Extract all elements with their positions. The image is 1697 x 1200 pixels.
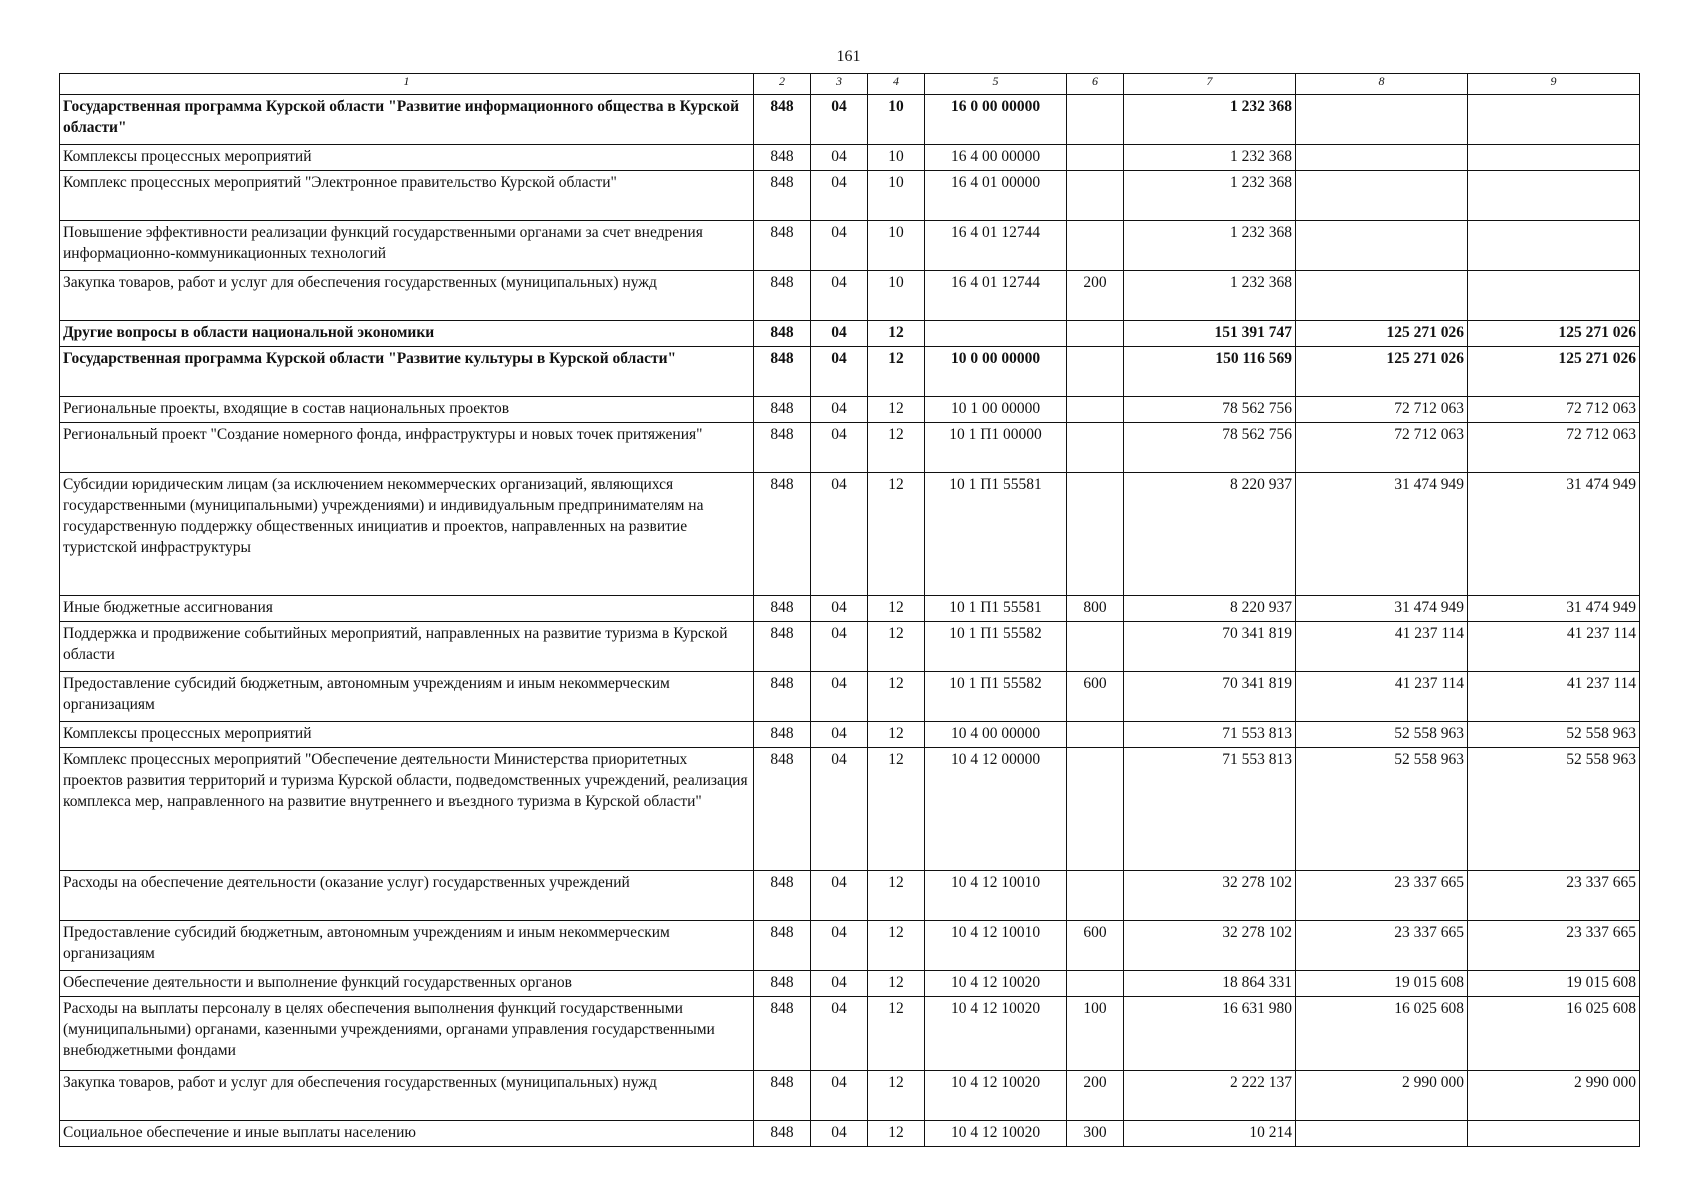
subsection-code-cell: 12 — [868, 397, 925, 423]
amount-cell — [1468, 271, 1640, 321]
column-number: 4 — [868, 74, 925, 95]
target-article-cell: 10 4 12 10010 — [925, 871, 1067, 921]
target-article-cell: 16 4 00 00000 — [925, 145, 1067, 171]
amount-cell — [1296, 171, 1468, 221]
item-name-cell: Другие вопросы в области национальной экономики — [60, 321, 754, 347]
amount-cell: 31 474 949 — [1296, 596, 1468, 622]
amount-cell: 151 391 747 — [1124, 321, 1296, 347]
amount-cell: 23 337 665 — [1468, 921, 1640, 971]
ministry-code-cell: 848 — [754, 871, 811, 921]
item-name-cell: Комплекс процессных мероприятий "Электронное правительство Курской области" — [60, 171, 754, 221]
subsection-code-cell: 10 — [868, 171, 925, 221]
amount-cell: 52 558 963 — [1468, 722, 1640, 748]
amount-cell: 19 015 608 — [1468, 971, 1640, 997]
table-row — [60, 145, 1640, 171]
table-row — [60, 871, 1640, 921]
amount-cell — [1468, 95, 1640, 145]
column-number: 8 — [1296, 74, 1468, 95]
subsection-code-cell: 12 — [868, 321, 925, 347]
table-row — [60, 722, 1640, 748]
ministry-code-cell: 848 — [754, 672, 811, 722]
amount-cell: 41 237 114 — [1468, 622, 1640, 672]
amount-cell — [1296, 1121, 1468, 1147]
subsection-code-cell: 12 — [868, 997, 925, 1071]
section-code-cell: 04 — [811, 622, 868, 672]
column-number: 5 — [925, 74, 1067, 95]
target-article-cell: 10 1 00 00000 — [925, 397, 1067, 423]
amount-cell: 72 712 063 — [1296, 397, 1468, 423]
target-article-cell: 16 4 01 00000 — [925, 171, 1067, 221]
amount-cell: 70 341 819 — [1124, 672, 1296, 722]
expense-type-cell: 200 — [1067, 1071, 1124, 1121]
section-code-cell: 04 — [811, 722, 868, 748]
expense-type-cell — [1067, 347, 1124, 397]
amount-cell: 41 237 114 — [1296, 622, 1468, 672]
ministry-code-cell: 848 — [754, 971, 811, 997]
section-code-cell: 04 — [811, 171, 868, 221]
amount-cell: 72 712 063 — [1296, 423, 1468, 473]
section-code-cell: 04 — [811, 997, 868, 1071]
target-article-cell: 16 0 00 00000 — [925, 95, 1067, 145]
ministry-code-cell: 848 — [754, 145, 811, 171]
table-row — [60, 423, 1640, 473]
table-row — [60, 347, 1640, 397]
expense-type-cell: 800 — [1067, 596, 1124, 622]
target-article-cell: 10 1 П1 55581 — [925, 473, 1067, 596]
column-number: 9 — [1468, 74, 1640, 95]
item-name-cell: Предоставление субсидий бюджетным, автономным учреждениям и иным некоммерческим организациям — [60, 672, 754, 722]
target-article-cell: 10 4 12 00000 — [925, 748, 1067, 871]
ministry-code-cell: 848 — [754, 473, 811, 596]
expense-type-cell: 300 — [1067, 1121, 1124, 1147]
amount-cell: 1 232 368 — [1124, 271, 1296, 321]
amount-cell: 125 271 026 — [1296, 347, 1468, 397]
amount-cell: 150 116 569 — [1124, 347, 1296, 397]
amount-cell: 72 712 063 — [1468, 397, 1640, 423]
section-code-cell: 04 — [811, 321, 868, 347]
amount-cell: 31 474 949 — [1296, 473, 1468, 596]
target-article-cell — [925, 321, 1067, 347]
section-code-cell: 04 — [811, 748, 868, 871]
target-article-cell: 10 1 П1 00000 — [925, 423, 1067, 473]
subsection-code-cell: 12 — [868, 871, 925, 921]
amount-cell — [1296, 271, 1468, 321]
amount-cell: 32 278 102 — [1124, 871, 1296, 921]
table-row — [60, 271, 1640, 321]
section-code-cell: 04 — [811, 871, 868, 921]
table-row — [60, 171, 1640, 221]
column-number: 7 — [1124, 74, 1296, 95]
item-name-cell: Закупка товаров, работ и услуг для обеспечения государственных (муниципальных) нужд — [60, 1071, 754, 1121]
subsection-code-cell: 12 — [868, 921, 925, 971]
expense-type-cell — [1067, 748, 1124, 871]
amount-cell: 16 631 980 — [1124, 997, 1296, 1071]
amount-cell: 1 232 368 — [1124, 145, 1296, 171]
ministry-code-cell: 848 — [754, 997, 811, 1071]
amount-cell: 125 271 026 — [1468, 321, 1640, 347]
section-code-cell: 04 — [811, 271, 868, 321]
expense-type-cell — [1067, 871, 1124, 921]
target-article-cell: 16 4 01 12744 — [925, 221, 1067, 271]
subsection-code-cell: 12 — [868, 423, 925, 473]
ministry-code-cell: 848 — [754, 347, 811, 397]
amount-cell: 78 562 756 — [1124, 397, 1296, 423]
section-code-cell: 04 — [811, 1121, 868, 1147]
target-article-cell: 10 0 00 00000 — [925, 347, 1067, 397]
subsection-code-cell: 10 — [868, 271, 925, 321]
target-article-cell: 10 4 00 00000 — [925, 722, 1067, 748]
item-name-cell: Комплексы процессных мероприятий — [60, 722, 754, 748]
item-name-cell: Обеспечение деятельности и выполнение функций государственных органов — [60, 971, 754, 997]
target-article-cell: 10 4 12 10020 — [925, 1121, 1067, 1147]
target-article-cell: 10 4 12 10020 — [925, 971, 1067, 997]
amount-cell — [1296, 145, 1468, 171]
expense-type-cell — [1067, 171, 1124, 221]
section-code-cell: 04 — [811, 672, 868, 722]
ministry-code-cell: 848 — [754, 722, 811, 748]
amount-cell: 2 222 137 — [1124, 1071, 1296, 1121]
target-article-cell: 16 4 01 12744 — [925, 271, 1067, 321]
amount-cell: 2 990 000 — [1296, 1071, 1468, 1121]
expense-type-cell — [1067, 321, 1124, 347]
target-article-cell: 10 4 12 10010 — [925, 921, 1067, 971]
amount-cell — [1468, 145, 1640, 171]
item-name-cell: Государственная программа Курской области "Развитие культуры в Курской области" — [60, 347, 754, 397]
table-row — [60, 95, 1640, 145]
item-name-cell: Поддержка и продвижение событийных мероприятий, направленных на развитие туризма в Курской области — [60, 622, 754, 672]
amount-cell: 52 558 963 — [1296, 748, 1468, 871]
table-row — [60, 221, 1640, 271]
column-number: 3 — [811, 74, 868, 95]
section-code-cell: 04 — [811, 596, 868, 622]
amount-cell: 23 337 665 — [1296, 871, 1468, 921]
ministry-code-cell: 848 — [754, 1121, 811, 1147]
column-number: 1 — [60, 74, 754, 95]
subsection-code-cell: 10 — [868, 95, 925, 145]
expense-type-cell: 600 — [1067, 672, 1124, 722]
item-name-cell: Иные бюджетные ассигнования — [60, 596, 754, 622]
table-row — [60, 748, 1640, 871]
target-article-cell: 10 1 П1 55582 — [925, 672, 1067, 722]
amount-cell: 10 214 — [1124, 1121, 1296, 1147]
section-code-cell: 04 — [811, 1071, 868, 1121]
amount-cell: 71 553 813 — [1124, 722, 1296, 748]
target-article-cell: 10 1 П1 55581 — [925, 596, 1067, 622]
amount-cell: 41 237 114 — [1468, 672, 1640, 722]
column-number: 6 — [1067, 74, 1124, 95]
table-row — [60, 971, 1640, 997]
expense-type-cell — [1067, 95, 1124, 145]
section-code-cell: 04 — [811, 145, 868, 171]
expense-type-cell: 600 — [1067, 921, 1124, 971]
target-article-cell: 10 4 12 10020 — [925, 997, 1067, 1071]
ministry-code-cell: 848 — [754, 1071, 811, 1121]
table-row — [60, 397, 1640, 423]
target-article-cell: 10 1 П1 55582 — [925, 622, 1067, 672]
column-number-row — [60, 74, 1640, 95]
amount-cell: 16 025 608 — [1468, 997, 1640, 1071]
amount-cell: 23 337 665 — [1468, 871, 1640, 921]
amount-cell — [1296, 95, 1468, 145]
item-name-cell: Социальное обеспечение и иные выплаты населению — [60, 1121, 754, 1147]
ministry-code-cell: 848 — [754, 622, 811, 672]
section-code-cell: 04 — [811, 95, 868, 145]
subsection-code-cell: 12 — [868, 722, 925, 748]
table-row — [60, 622, 1640, 672]
amount-cell: 18 864 331 — [1124, 971, 1296, 997]
table-row — [60, 1071, 1640, 1121]
item-name-cell: Комплекс процессных мероприятий "Обеспечение деятельности Министерства приоритетных проектов развития территорий и туризма Курской области, подведомственных учреждений, реализация комплекса мер, направленного на развитие внутреннего и въездного туризма в Курской области" — [60, 748, 754, 871]
subsection-code-cell: 12 — [868, 622, 925, 672]
item-name-cell: Субсидии юридическим лицам (за исключением некоммерческих организаций, являющихся государственными (муниципальными) учреждениями) и индивидуальным предпринимателям на государственную поддержку общественных инициатив и проектов, направленных на развитие туристской инфраструктуры — [60, 473, 754, 596]
ministry-code-cell: 848 — [754, 221, 811, 271]
amount-cell — [1468, 171, 1640, 221]
expense-type-cell: 100 — [1067, 997, 1124, 1071]
amount-cell — [1468, 221, 1640, 271]
expense-type-cell — [1067, 722, 1124, 748]
ministry-code-cell: 848 — [754, 596, 811, 622]
subsection-code-cell: 10 — [868, 221, 925, 271]
item-name-cell: Комплексы процессных мероприятий — [60, 145, 754, 171]
expense-type-cell — [1067, 971, 1124, 997]
amount-cell: 52 558 963 — [1468, 748, 1640, 871]
table-row — [60, 672, 1640, 722]
section-code-cell: 04 — [811, 921, 868, 971]
amount-cell: 31 474 949 — [1468, 596, 1640, 622]
table-body — [60, 95, 1640, 1147]
amount-cell: 23 337 665 — [1296, 921, 1468, 971]
amount-cell: 8 220 937 — [1124, 473, 1296, 596]
amount-cell: 31 474 949 — [1468, 473, 1640, 596]
table-row — [60, 1121, 1640, 1147]
page-number: 161 — [836, 48, 861, 65]
amount-cell: 52 558 963 — [1296, 722, 1468, 748]
section-code-cell: 04 — [811, 347, 868, 397]
amount-cell: 32 278 102 — [1124, 921, 1296, 971]
table-row — [60, 473, 1640, 596]
ministry-code-cell: 848 — [754, 321, 811, 347]
table-row — [60, 596, 1640, 622]
amount-cell — [1468, 1121, 1640, 1147]
table-row — [60, 997, 1640, 1071]
ministry-code-cell: 848 — [754, 95, 811, 145]
amount-cell: 71 553 813 — [1124, 748, 1296, 871]
section-code-cell: 04 — [811, 423, 868, 473]
amount-cell: 70 341 819 — [1124, 622, 1296, 672]
amount-cell: 78 562 756 — [1124, 423, 1296, 473]
subsection-code-cell: 12 — [868, 1121, 925, 1147]
subsection-code-cell: 12 — [868, 971, 925, 997]
expense-type-cell — [1067, 145, 1124, 171]
subsection-code-cell: 12 — [868, 347, 925, 397]
budget-table — [59, 73, 1640, 1147]
subsection-code-cell: 12 — [868, 596, 925, 622]
subsection-code-cell: 12 — [868, 748, 925, 871]
expense-type-cell — [1067, 423, 1124, 473]
item-name-cell: Предоставление субсидий бюджетным, автономным учреждениям и иным некоммерческим организациям — [60, 921, 754, 971]
amount-cell: 2 990 000 — [1468, 1071, 1640, 1121]
amount-cell: 41 237 114 — [1296, 672, 1468, 722]
subsection-code-cell: 12 — [868, 672, 925, 722]
ministry-code-cell: 848 — [754, 921, 811, 971]
amount-cell: 125 271 026 — [1468, 347, 1640, 397]
item-name-cell: Региональные проекты, входящие в состав национальных проектов — [60, 397, 754, 423]
expense-type-cell — [1067, 473, 1124, 596]
section-code-cell: 04 — [811, 221, 868, 271]
item-name-cell: Региональный проект "Создание номерного фонда, инфраструктуры и новых точек притяжения" — [60, 423, 754, 473]
ministry-code-cell: 848 — [754, 423, 811, 473]
ministry-code-cell: 848 — [754, 748, 811, 871]
amount-cell: 16 025 608 — [1296, 997, 1468, 1071]
subsection-code-cell: 12 — [868, 473, 925, 596]
ministry-code-cell: 848 — [754, 397, 811, 423]
item-name-cell: Расходы на обеспечение деятельности (оказание услуг) государственных учреждений — [60, 871, 754, 921]
section-code-cell: 04 — [811, 971, 868, 997]
item-name-cell: Расходы на выплаты персоналу в целях обеспечения выполнения функций государственными (муниципальными) органами, казенными учреждениями, органами управления государственными внебюджетными фондами — [60, 997, 754, 1071]
subsection-code-cell: 12 — [868, 1071, 925, 1121]
expense-type-cell — [1067, 221, 1124, 271]
column-number: 2 — [754, 74, 811, 95]
subsection-code-cell: 10 — [868, 145, 925, 171]
table-row — [60, 321, 1640, 347]
amount-cell: 1 232 368 — [1124, 171, 1296, 221]
target-article-cell: 10 4 12 10020 — [925, 1071, 1067, 1121]
expense-type-cell — [1067, 397, 1124, 423]
amount-cell: 125 271 026 — [1296, 321, 1468, 347]
expense-type-cell: 200 — [1067, 271, 1124, 321]
table-row — [60, 921, 1640, 971]
item-name-cell: Повышение эффективности реализации функций государственными органами за счет внедрения информационно-коммуникационных технологий — [60, 221, 754, 271]
amount-cell: 19 015 608 — [1296, 971, 1468, 997]
section-code-cell: 04 — [811, 397, 868, 423]
amount-cell: 8 220 937 — [1124, 596, 1296, 622]
section-code-cell: 04 — [811, 473, 868, 596]
amount-cell: 1 232 368 — [1124, 221, 1296, 271]
expense-type-cell — [1067, 622, 1124, 672]
item-name-cell: Государственная программа Курской области "Развитие информационного общества в Курской области" — [60, 95, 754, 145]
amount-cell — [1296, 221, 1468, 271]
amount-cell: 72 712 063 — [1468, 423, 1640, 473]
ministry-code-cell: 848 — [754, 171, 811, 221]
item-name-cell: Закупка товаров, работ и услуг для обеспечения государственных (муниципальных) нужд — [60, 271, 754, 321]
amount-cell: 1 232 368 — [1124, 95, 1296, 145]
ministry-code-cell: 848 — [754, 271, 811, 321]
